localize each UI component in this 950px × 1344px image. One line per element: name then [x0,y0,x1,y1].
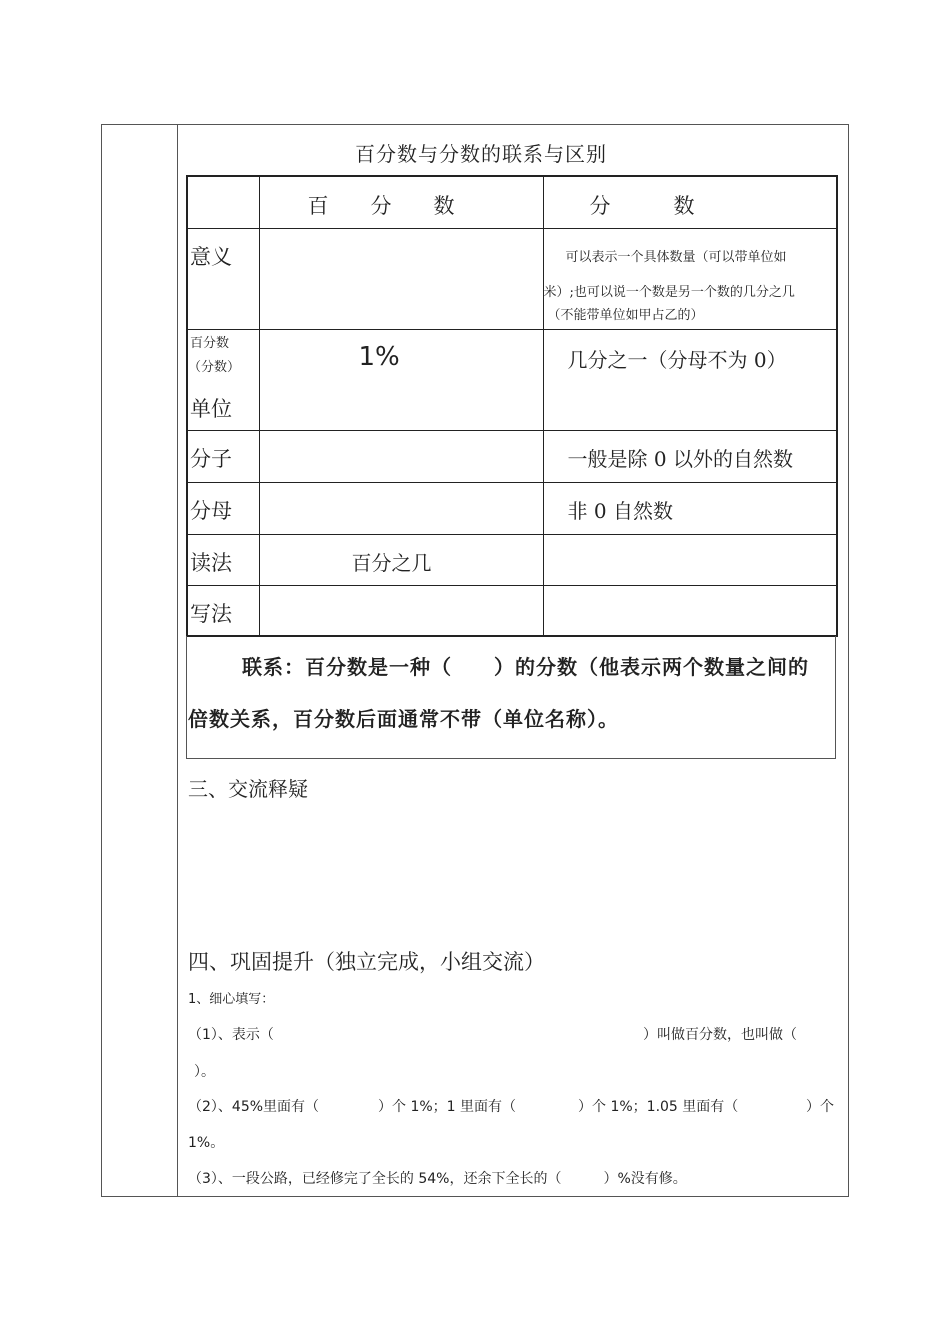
page-title: 百分数与分数的联系与区别 [355,142,607,166]
question-3: （3）、一段公路，已经修完了全长的 54%，还余下全长的（ ）%没有修。 [188,1171,687,1187]
cell-writing-fraction [543,585,837,636]
question-2-part-c: ）个 1%；1.05 里面有（ [578,1099,739,1115]
section-three-heading: 三、交流释疑 [188,777,308,801]
cell-numerator-fraction: 一般是除 0 以外的自然数 [543,430,837,482]
row-label-numerator: 分子 [187,430,259,482]
cell-numerator-percent [259,430,543,482]
cell-meaning-percent [259,228,543,329]
cell-reading-percent: 百分之几 [259,534,543,585]
summary-line-2: 倍数关系，百分数后面通常不带（单位名称）。 [188,707,619,731]
cell-unit-percent: 1% [259,329,543,430]
row-label-writing: 写法 [187,585,259,636]
row-label-unit: 百分数 （分数） 单位 [187,329,259,430]
table-row-numerator [187,430,837,482]
table-row-reading [187,534,837,585]
cell-writing-percent [259,585,543,636]
cell-denominator-fraction: 非 0 自然数 [543,482,837,534]
question-2-continued: 1%。 [188,1135,225,1151]
header-corner-cell [187,176,259,228]
exercise-heading: 1、细心填写： [188,992,275,1007]
cell-denominator-percent [259,482,543,534]
question-2-part-b: ）个 1%；1 里面有（ [378,1099,517,1115]
question-2-part-a: （2）、45%里面有（ [188,1099,320,1115]
table-row-denominator [187,482,837,534]
table-row-unit [187,329,837,430]
cell-reading-fraction [543,534,837,585]
row-label-denominator: 分母 [187,482,259,534]
row-label-meaning: 意义 [187,228,259,329]
question-1-left: （1）、表示（ [188,1027,274,1043]
section-four-heading: 四、巩固提升（独立完成，小组交流） [188,950,545,974]
comparison-table [186,175,838,637]
table-row-writing [187,585,837,636]
question-1-continued: ）。 [194,1064,215,1080]
question-2-part-d: ）个 [806,1099,834,1115]
left-column-divider [177,124,178,1197]
header-fraction: 分 数 [543,176,837,228]
table-header-row [187,176,837,228]
cell-unit-fraction: 几分之一（分母不为 0） [543,329,837,430]
cell-meaning-fraction: 可以表示一个具体数量（可以带单位如 米）;也可以说一个数是另一个数的几分之几 （不能带单位如甲占乙的） [543,228,837,329]
summary-line-1: 联系：百分数是一种（ ）的分数（他表示两个数量之间的 [242,655,809,679]
row-label-reading: 读法 [187,534,259,585]
question-1-right: ）叫做百分数，也叫做（ [643,1027,797,1043]
header-percent: 百 分 数 [259,176,543,228]
table-row-meaning [187,228,837,329]
